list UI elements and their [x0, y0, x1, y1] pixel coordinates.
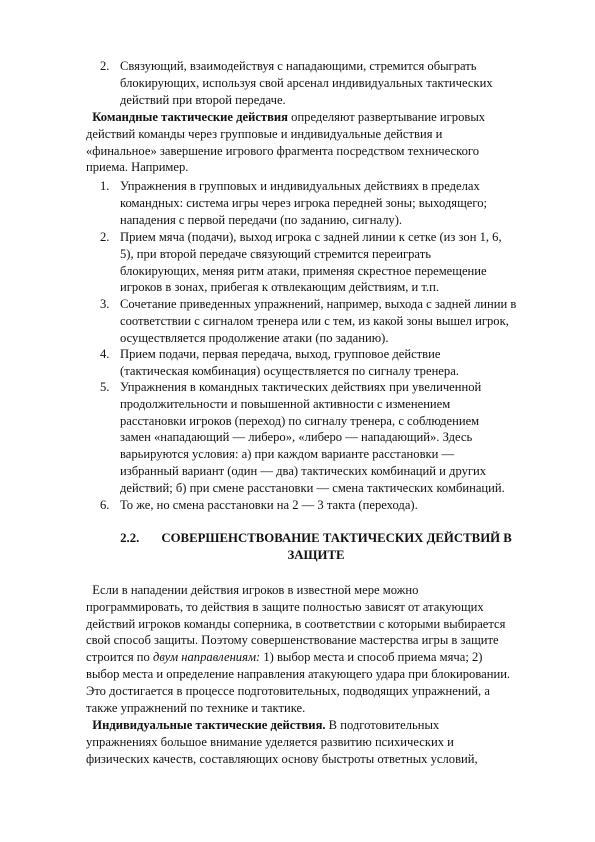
- list-item-text: [120, 178, 550, 228]
- text-line: соответствии с сигналом тренера или с тем, из какой зоны вышел игрок,: [120, 313, 509, 328]
- text-line: [86, 717, 546, 734]
- text-line: блокирующих, используя свой арсенал индивидуальных тактических: [120, 75, 493, 90]
- list-item-5: [100, 379, 550, 497]
- text-line: также упражнений по технике и тактике.: [86, 700, 306, 715]
- italic-emphasis: двум направлениям:: [152, 650, 261, 665]
- text-line: действий; б) при смене расстановки — смена тактических комбинаций.: [120, 480, 505, 495]
- text-line: Это достигается в процессе подготовительных, подводящих упражнений, а: [86, 683, 490, 698]
- bold-lead: Индивидуальные тактические действия.: [92, 718, 326, 732]
- list-number: 4.: [100, 347, 110, 361]
- text-line: приема. Например.: [86, 160, 189, 175]
- text-line: (тактическая комбинация) осуществляется по сигналу тренера.: [120, 363, 459, 378]
- text-line: свой способ защиты. Поэтому совершенствование мастерства игры в защите: [86, 633, 499, 648]
- list-item-text: [120, 497, 550, 514]
- text-line: действий команды через групповые и индивидуальные действия и: [86, 126, 443, 141]
- list-item-text: [120, 229, 550, 296]
- text-line: [86, 582, 546, 599]
- text-line: замен «нападающий — либеро», «либеро — нападающий». Здесь: [120, 430, 473, 445]
- text-line: [86, 109, 546, 126]
- text-line: выбор места и определение направления атакующего удара при блокировании.: [86, 666, 511, 681]
- text-line: варьируются условия: а) при каждом варианте расстановки —: [120, 447, 455, 462]
- list-item-top: [100, 58, 550, 108]
- text-line: нападения с первой передачи (по заданию, сигналу).: [120, 212, 403, 227]
- list-item-text: [120, 58, 550, 108]
- text-segment: определяют развертывание игровых: [288, 110, 486, 124]
- text-line: 5), при второй передаче связующий стремится переиграть: [120, 246, 431, 261]
- heading-line: [86, 530, 546, 547]
- text-segment: Если в нападении действия игроков в известной мере можно: [92, 583, 419, 597]
- text-line: Упражнения в командных тактических действиях при увеличенной: [120, 380, 482, 394]
- paragraph-team-tactics: [86, 109, 546, 176]
- list-number: 2.: [100, 59, 110, 73]
- text-line: блокирующих, меняя ритм атаки, применяя скрестное перемещение: [120, 263, 487, 278]
- text-line: [86, 649, 546, 666]
- text-line: физических качеств, составляющих основу быстроты ответных условий,: [86, 751, 478, 766]
- text-line: Упражнения в групповых и индивидуальных действиях в пределах: [120, 179, 480, 193]
- text-line: расстановки игроков (переход) по сигналу тренера, с соблюдением: [120, 413, 480, 428]
- list-number: 2.: [100, 230, 110, 244]
- paragraph-individual-tactics: [86, 717, 546, 767]
- list-number: 6.: [100, 498, 110, 512]
- text-segment: В подготовительных: [325, 718, 440, 732]
- list-item-4: [100, 346, 550, 380]
- heading-line: ЗАЩИТЕ: [287, 547, 345, 562]
- list-item-text: [120, 379, 550, 497]
- text-line: «финальное» завершение игрового фрагмента посредством технического: [86, 143, 480, 158]
- text-line: избранный вариант (один — два) тактических комбинаций и других: [120, 463, 487, 478]
- list-number: 3.: [100, 297, 110, 311]
- text-line: Прием мяча (подачи), выход игрока с задней линии к сетке (из зон 1, 6,: [120, 230, 502, 244]
- list-item-text: [120, 346, 550, 380]
- text-line: продолжительности и повышенной активности с изменением: [120, 396, 451, 411]
- text-line: То же, но смена расстановки на 2 — 3 такта (перехода).: [120, 498, 418, 512]
- text-segment: 1) выбор места и способ приема мяча; 2): [260, 650, 483, 665]
- text-line: Прием подачи, первая передача, выход, групповое действие: [120, 347, 441, 361]
- section-heading: [86, 530, 546, 564]
- text-line: командных: система игры через игрока передней зоны; выходящего;: [120, 195, 488, 210]
- bold-lead: Командные тактические действия: [92, 110, 288, 124]
- text-line: программировать, то действия в защите полностью зависят от атакующих: [86, 599, 484, 614]
- heading-text: СОВЕРШЕНСТВОВАНИЕ ТАКТИЧЕСКИХ ДЕЙСТВИЙ В: [161, 531, 512, 545]
- text-line: Сочетание приведенных упражнений, например, выхода с задней линии в: [120, 297, 517, 311]
- list-item-6: [100, 497, 550, 514]
- list-item-3: [100, 296, 550, 346]
- text-line: упражнениях большое внимание уделяется развитию психических и: [86, 734, 454, 749]
- text-line: игроков в зонах, прибегая к отвлекающим действиям, и т.п.: [120, 280, 439, 295]
- text-line: Связующий, взаимодействуя с нападающими, стремится обыграть: [120, 59, 477, 73]
- text-segment: строится по: [86, 650, 153, 665]
- text-line: осуществляется продолжение атаки (по заданию).: [120, 330, 389, 345]
- text-line: действий игроков команды соперника, в соответствии с которыми выбирается: [86, 616, 506, 631]
- list-number: 1.: [100, 179, 110, 193]
- list-number: 5.: [100, 380, 110, 394]
- heading-number: 2.2.: [120, 531, 140, 545]
- list-item-1: [100, 178, 550, 228]
- text-line: действий при второй передаче.: [120, 92, 286, 107]
- paragraph-defense: [86, 582, 546, 716]
- list-item-2: [100, 229, 550, 296]
- list-item-text: [120, 296, 550, 346]
